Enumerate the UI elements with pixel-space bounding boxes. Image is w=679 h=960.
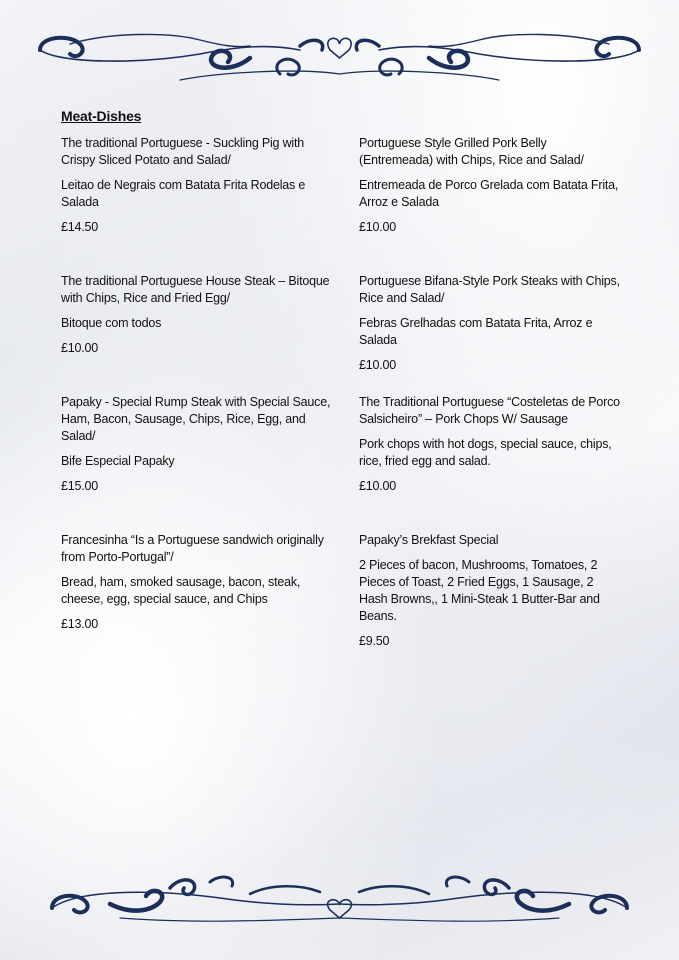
dish-price: £10.00	[61, 341, 99, 355]
dish-price: £10.00	[359, 479, 397, 493]
top-ornament	[0, 28, 679, 88]
dish-price: £15.00	[61, 479, 99, 493]
dish-description: Bitoque com todos	[61, 316, 162, 330]
menu-item	[359, 532, 621, 658]
dish-price: £9.50	[359, 634, 390, 648]
dish-description: Entremeada de Porco Grelada com Batata Frita, Arroz e Salada	[359, 178, 619, 209]
dish-description: Leitao de Negrais com Batata Frita Rodelas e Salada	[61, 178, 306, 209]
menu-item	[359, 394, 621, 503]
dish-description: Pork chops with hot dogs, special sauce, chips, rice, fried egg and salad.	[359, 437, 612, 468]
menu-item	[61, 135, 331, 244]
section-title: Meat-Dishes	[61, 108, 142, 124]
dish-title: Papaky’s Brekfast Special	[359, 533, 499, 547]
dish-title: The traditional Portuguese - Suckling Pig with Crispy Sliced Potato and Salad/	[61, 136, 305, 167]
dish-title: The traditional Portuguese House Steak – Bitoque with Chips, Rice and Fried Egg/	[61, 274, 330, 305]
menu-item	[61, 394, 331, 503]
dish-description: 2 Pieces of bacon, Mushrooms, Tomatoes, 2 Pieces of Toast, 2 Fried Eggs, 1 Sausage, 2 Hash Browns,, 1 Mini-Steak 1 Butter-Bar and Beans.	[359, 558, 600, 623]
menu-item	[61, 273, 331, 365]
dish-title: Portuguese Style Grilled Pork Belly (Entremeada) with Chips, Rice and Salad/	[359, 136, 584, 167]
dish-title: Portuguese Bifana-Style Pork Steaks with Chips, Rice and Salad/	[359, 274, 620, 305]
menu-item	[61, 532, 331, 641]
menu-item	[359, 273, 621, 382]
dish-description: Bife Especial Papaky	[61, 454, 175, 468]
dish-title: Papaky - Special Rump Steak with Special Sauce, Ham, Bacon, Sausage, Chips, Rice, Egg, and Salad/	[61, 395, 331, 443]
bottom-ornament	[0, 868, 679, 928]
dish-price: £14.50	[61, 220, 99, 234]
menu-item	[359, 135, 621, 244]
dish-title: The Traditional Portuguese “Costeletas de Porco Salsicheiro” – Pork Chops W/ Sausage	[359, 395, 620, 426]
dish-description: Bread, ham, smoked sausage, bacon, steak, cheese, egg, special sauce, and Chips	[61, 575, 301, 606]
dish-price: £10.00	[359, 220, 397, 234]
dish-title: Francesinha “Is a Portuguese sandwich originally from Porto-Portugal”/	[61, 533, 324, 564]
dish-description: Febras Grelhadas com Batata Frita, Arroz e Salada	[359, 316, 593, 347]
dish-price: £13.00	[61, 617, 99, 631]
dish-price: £10.00	[359, 358, 397, 372]
